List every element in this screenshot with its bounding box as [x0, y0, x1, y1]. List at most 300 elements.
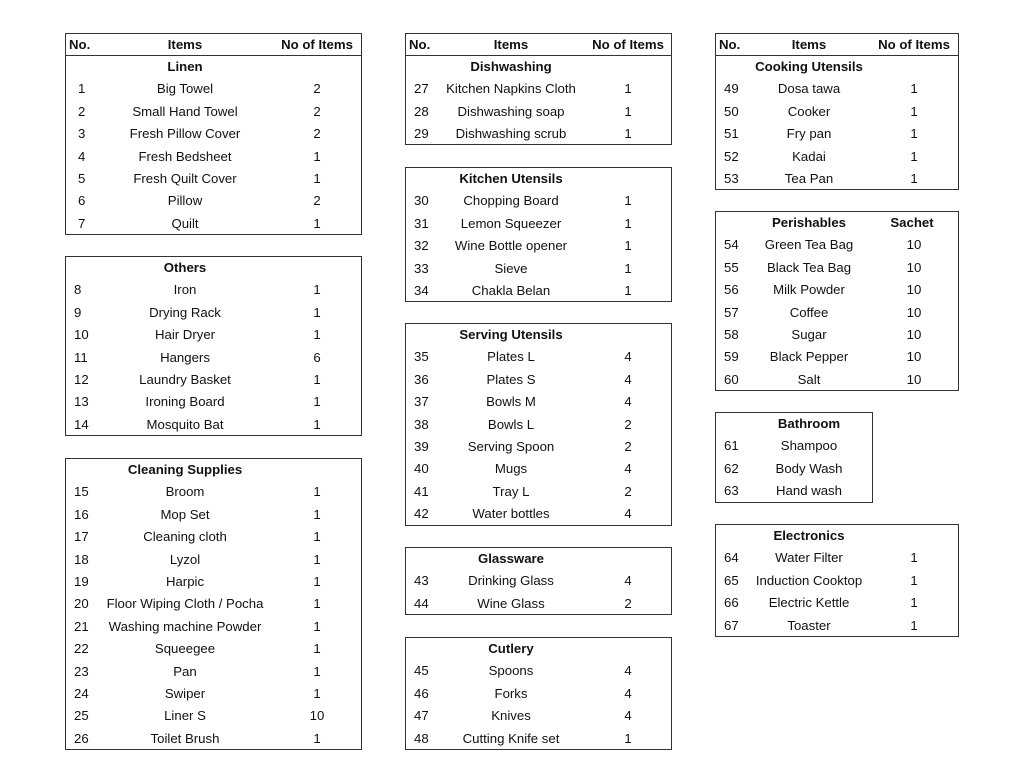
kitchen-utensils-table [405, 167, 672, 302]
item-name: Bowls L [487, 416, 535, 432]
item-number: 5 [78, 170, 86, 186]
item-quantity: 10 [906, 326, 922, 342]
section-title: Cutlery [488, 641, 534, 656]
section-title: Glassware [478, 551, 544, 566]
table-row [716, 570, 958, 592]
perishables-table [715, 211, 959, 391]
item-name: Washing machine Powder [108, 618, 262, 634]
item-quantity: 4 [624, 349, 632, 365]
table-row [66, 190, 361, 212]
item-number: 41 [414, 483, 429, 499]
item-number: 44 [414, 595, 429, 611]
item-name: Wine Bottle opener [454, 238, 568, 254]
glassware-table [405, 547, 672, 615]
table-row [66, 683, 361, 705]
item-name: Small Hand Towel [132, 103, 238, 119]
item-quantity: 4 [624, 394, 632, 410]
cutlery-table [405, 637, 672, 750]
item-name: Ironing Board [145, 394, 225, 410]
item-number: 17 [74, 529, 89, 545]
table-row [66, 347, 361, 369]
item-quantity: 2 [624, 438, 632, 454]
item-number: 27 [414, 81, 429, 97]
item-name: Cleaning cloth [143, 529, 227, 545]
item-name: Hand wash [776, 483, 842, 499]
item-quantity: 6 [313, 349, 321, 365]
serving-utensils-table [405, 323, 672, 526]
item-number: 2 [78, 103, 86, 119]
cooking-utensils-table [715, 33, 959, 190]
table-row [406, 660, 671, 682]
item-name: Kadai [792, 148, 826, 164]
item-number: 38 [414, 416, 429, 432]
item-name: Sieve [494, 260, 528, 276]
item-quantity: 4 [624, 573, 632, 589]
header-no: No. [69, 37, 91, 52]
item-quantity: 4 [624, 685, 632, 701]
item-number: 53 [724, 170, 739, 186]
item-name: Fry pan [786, 126, 832, 142]
item-quantity: 1 [910, 595, 918, 611]
section-title: Cleaning Supplies [127, 462, 243, 477]
item-quantity: 10 [906, 349, 922, 365]
table-row [66, 78, 361, 100]
item-number: 63 [724, 483, 739, 499]
item-number: 8 [74, 282, 82, 298]
item-number: 18 [74, 551, 89, 567]
item-number: 9 [74, 304, 82, 320]
table-row [716, 324, 958, 346]
item-quantity: 1 [910, 126, 918, 142]
item-name: Salt [797, 371, 821, 387]
item-quantity: 1 [313, 371, 321, 387]
table-row [66, 123, 361, 145]
table-row [406, 123, 671, 145]
table-row [716, 234, 958, 256]
item-name: Dishwashing scrub [455, 126, 567, 142]
item-quantity: 1 [313, 327, 321, 343]
item-quantity: 10 [906, 304, 922, 320]
item-name: Serving Spoon [467, 438, 555, 454]
item-quantity: 1 [624, 730, 632, 746]
item-quantity: 1 [313, 573, 321, 589]
table-row [406, 391, 671, 413]
item-quantity: 1 [624, 103, 632, 119]
item-number: 65 [724, 572, 739, 588]
rows [406, 660, 671, 750]
item-name: Hair Dryer [154, 327, 216, 343]
item-number: 55 [724, 259, 739, 275]
item-name: Black Pepper [769, 349, 849, 365]
table-row [66, 279, 361, 301]
item-quantity: 1 [313, 730, 321, 746]
table-row [716, 480, 872, 502]
item-quantity: 1 [313, 148, 321, 164]
rows [66, 78, 361, 235]
table-row [406, 436, 671, 458]
table-row [406, 369, 671, 391]
table-row [716, 369, 958, 391]
item-quantity: 1 [313, 551, 321, 567]
table-row [406, 593, 671, 615]
rows [716, 547, 958, 637]
item-quantity: 2 [624, 416, 632, 432]
table-row [406, 258, 671, 280]
table-row [716, 146, 958, 168]
item-quantity: 1 [313, 484, 321, 500]
table-header [66, 34, 361, 56]
item-number: 28 [414, 103, 429, 119]
item-quantity: 1 [313, 304, 321, 320]
item-number: 42 [414, 506, 429, 522]
item-name: Mop Set [160, 506, 210, 522]
table-row [716, 458, 872, 480]
table-row [66, 324, 361, 346]
item-number: 26 [74, 730, 89, 746]
item-number: 60 [724, 371, 739, 387]
table-row [66, 213, 361, 235]
item-number: 67 [724, 617, 739, 633]
item-name: Toilet Brush [150, 730, 220, 746]
table-row [716, 435, 872, 457]
item-name: Induction Cooktop [755, 572, 863, 588]
item-name: Pan [173, 663, 197, 679]
table-row [66, 638, 361, 660]
item-quantity: 1 [624, 238, 632, 254]
dishwashing-table [405, 33, 672, 145]
item-number: 3 [78, 126, 86, 142]
item-name: Hangers [160, 349, 210, 365]
item-quantity: 10 [906, 237, 922, 253]
table-row [406, 78, 671, 100]
item-name: Tea Pan [784, 170, 834, 186]
item-number: 12 [74, 371, 89, 387]
item-number: 21 [74, 618, 89, 634]
rows [716, 234, 958, 391]
item-number: 35 [414, 349, 429, 365]
item-name: Mosquito Bat [146, 416, 224, 432]
table-row [66, 101, 361, 123]
table-row [716, 346, 958, 368]
table-row [406, 235, 671, 257]
item-quantity: 1 [910, 572, 918, 588]
header-items: Items [167, 37, 203, 52]
item-name: Knives [491, 708, 531, 724]
item-name: Squeegee [154, 641, 216, 657]
item-name: Harpic [165, 573, 205, 589]
table-row [406, 481, 671, 503]
table-row [66, 302, 361, 324]
item-number: 34 [414, 282, 429, 298]
rows [66, 279, 361, 436]
bathroom-table [715, 412, 873, 503]
table-row [66, 481, 361, 503]
item-quantity: 1 [313, 596, 321, 612]
item-quantity: 2 [313, 193, 321, 209]
item-number: 45 [414, 663, 429, 679]
item-name: Laundry Basket [139, 371, 231, 387]
item-number: 51 [724, 126, 739, 142]
item-quantity: 1 [910, 617, 918, 633]
table-header [716, 34, 958, 56]
item-number: 11 [74, 349, 88, 365]
item-number: 19 [74, 573, 89, 589]
item-number: 29 [414, 126, 429, 142]
header-no: No. [719, 37, 741, 52]
table-row [716, 78, 958, 100]
table-row [406, 728, 671, 750]
item-quantity: 1 [313, 215, 321, 231]
rows [406, 346, 671, 525]
item-name: Coffee [789, 304, 829, 320]
item-quantity: 4 [624, 461, 632, 477]
table-row [66, 705, 361, 727]
item-quantity: 1 [313, 506, 321, 522]
section-title: Linen [167, 59, 203, 74]
rows [66, 481, 361, 750]
linen-table [65, 33, 362, 235]
item-quantity: 2 [313, 103, 321, 119]
rows [716, 78, 958, 190]
table-row [66, 526, 361, 548]
item-number: 62 [724, 460, 739, 476]
item-name: Fresh Quilt Cover [133, 170, 237, 186]
table-row [716, 615, 958, 637]
item-quantity: 1 [313, 663, 321, 679]
header-items: Items [791, 37, 827, 52]
others-table [65, 256, 362, 436]
item-quantity: 1 [313, 170, 321, 186]
item-number: 46 [414, 685, 429, 701]
item-number: 64 [724, 550, 739, 566]
item-quantity: 1 [910, 170, 918, 186]
item-quantity: 4 [624, 663, 632, 679]
table-row [406, 570, 671, 592]
section-title: Cooking Utensils [755, 59, 863, 74]
item-number: 49 [724, 81, 739, 97]
item-name: Water Filter [775, 550, 843, 566]
table-row [716, 101, 958, 123]
table-row [406, 101, 671, 123]
item-number: 15 [74, 484, 89, 500]
header-qty: No of Items [878, 37, 950, 52]
item-number: 61 [724, 438, 739, 454]
item-name: Toaster [787, 617, 831, 633]
item-number: 13 [74, 394, 89, 410]
table-row [66, 168, 361, 190]
item-name: Cooker [787, 103, 831, 119]
electronics-table [715, 524, 959, 637]
table-row [716, 302, 958, 324]
item-number: 24 [74, 685, 89, 701]
item-name: Fresh Bedsheet [138, 148, 232, 164]
item-name: Shampoo [780, 438, 838, 454]
table-row [406, 346, 671, 368]
item-number: 25 [74, 708, 89, 724]
table-row [716, 279, 958, 301]
item-name: Lyzol [169, 551, 201, 567]
rows [716, 435, 872, 502]
item-name: Mugs [494, 461, 528, 477]
section-title: Serving Utensils [459, 327, 563, 342]
section-title: Perishables Sachet [716, 212, 958, 234]
item-name: Swiper [164, 685, 206, 701]
item-quantity: 1 [910, 81, 918, 97]
table-row [406, 280, 671, 302]
item-name: Big Towel [156, 81, 214, 97]
item-quantity: 1 [313, 282, 321, 298]
item-name: Drying Rack [149, 304, 221, 320]
item-quantity: 1 [624, 126, 632, 142]
table-row [66, 414, 361, 436]
item-number: 4 [78, 148, 86, 164]
item-name: Tray L [492, 483, 530, 499]
item-name: Chakla Belan [471, 282, 551, 298]
item-number: 30 [414, 193, 429, 209]
header-no: No. [409, 37, 431, 52]
rows [406, 190, 671, 302]
item-quantity: 10 [906, 259, 922, 275]
table-row [66, 728, 361, 750]
section-title: Others [163, 260, 207, 275]
item-quantity: 1 [910, 550, 918, 566]
item-name: Wine Glass [477, 595, 545, 611]
item-number: 50 [724, 103, 739, 119]
item-quantity: 1 [313, 394, 321, 410]
item-quantity: 1 [910, 148, 918, 164]
item-name: Water bottles [472, 506, 550, 522]
item-name: Lemon Squeezer [460, 215, 562, 231]
item-number: 10 [74, 327, 89, 343]
item-quantity: 4 [624, 506, 632, 522]
table-row [406, 503, 671, 525]
table-row [406, 414, 671, 436]
item-quantity: 4 [624, 708, 632, 724]
item-name: Pillow [167, 193, 203, 209]
item-quantity: 1 [624, 215, 632, 231]
item-quantity: 2 [624, 595, 632, 611]
item-number: 31 [414, 215, 429, 231]
item-name: Fresh Pillow Cover [129, 126, 241, 142]
item-name: Quilt [171, 215, 199, 231]
table-row [406, 213, 671, 235]
item-number: 23 [74, 663, 89, 679]
table-row [66, 146, 361, 168]
table-row [66, 369, 361, 391]
item-name: Floor Wiping Cloth / Pocha [106, 596, 264, 612]
item-number: 57 [724, 304, 739, 320]
item-number: 16 [74, 506, 89, 522]
item-number: 6 [78, 193, 86, 209]
table-row [406, 705, 671, 727]
item-name: Drinking Glass [468, 573, 554, 589]
item-quantity: 2 [313, 126, 321, 142]
table-row [406, 458, 671, 480]
header-qty: No of Items [592, 37, 664, 52]
item-name: Bowls M [486, 394, 536, 410]
item-quantity: 1 [624, 81, 632, 97]
item-name: Liner S [164, 708, 206, 724]
item-number: 22 [74, 641, 89, 657]
item-quantity: 1 [313, 618, 321, 634]
table-row [66, 661, 361, 683]
header-items: Items [493, 37, 529, 52]
item-name: Green Tea Bag [764, 237, 854, 253]
rows [406, 570, 671, 615]
item-quantity: 1 [624, 282, 632, 298]
item-quantity: 1 [624, 193, 632, 209]
table-row [716, 257, 958, 279]
item-number: 36 [414, 371, 429, 387]
item-number: 52 [724, 148, 739, 164]
item-quantity: 1 [624, 260, 632, 276]
table-row [66, 549, 361, 571]
item-quantity: 2 [624, 483, 632, 499]
cleaning-supplies-table [65, 458, 362, 750]
table-row [716, 592, 958, 614]
item-name: Sugar [791, 326, 827, 342]
item-name: Broom [165, 484, 205, 500]
item-number: 48 [414, 730, 429, 746]
item-name: Milk Powder [773, 282, 845, 298]
table-row [716, 547, 958, 569]
section-title: Bathroom [777, 416, 841, 431]
item-name: Dosa tawa [777, 81, 841, 97]
section-title: Kitchen Utensils [459, 171, 563, 186]
item-name: Iron [173, 282, 197, 298]
section-title: Electronics [773, 528, 845, 543]
item-name: Dishwashing soap [457, 103, 565, 119]
item-quantity: 10 [906, 282, 922, 298]
item-name: Black Tea Bag [766, 259, 852, 275]
item-number: 40 [414, 461, 429, 477]
item-number: 43 [414, 573, 429, 589]
table-row [66, 616, 361, 638]
item-number: 58 [724, 326, 739, 342]
item-name: Spoons [488, 663, 534, 679]
item-number: 59 [724, 349, 739, 365]
section-title: Dishwashing [470, 59, 552, 74]
item-quantity: 1 [910, 103, 918, 119]
item-name: Forks [494, 685, 528, 701]
item-number: 56 [724, 282, 739, 298]
item-quantity: 1 [313, 529, 321, 545]
item-name: Kitchen Napkins Cloth [446, 81, 576, 97]
item-number: 39 [414, 438, 429, 454]
item-quantity: 1 [313, 641, 321, 657]
table-row [66, 571, 361, 593]
item-number: 47 [414, 708, 429, 724]
item-quantity: 10 [309, 708, 325, 724]
header-qty: No of Items [281, 37, 353, 52]
item-number: 54 [724, 237, 739, 253]
item-quantity: 1 [313, 685, 321, 701]
item-number: 32 [414, 238, 429, 254]
item-number: 20 [74, 596, 89, 612]
table-row [716, 168, 958, 190]
item-number: 14 [74, 416, 89, 432]
item-name: Body Wash [775, 460, 843, 476]
item-name: Plates L [487, 349, 535, 365]
table-header [406, 34, 671, 56]
item-name: Electric Kettle [768, 595, 850, 611]
item-number: 37 [414, 394, 429, 410]
item-number: 1 [78, 81, 86, 97]
item-number: 7 [78, 215, 86, 231]
table-row [66, 593, 361, 615]
item-name: Chopping Board [463, 193, 559, 209]
item-number: 66 [724, 595, 739, 611]
